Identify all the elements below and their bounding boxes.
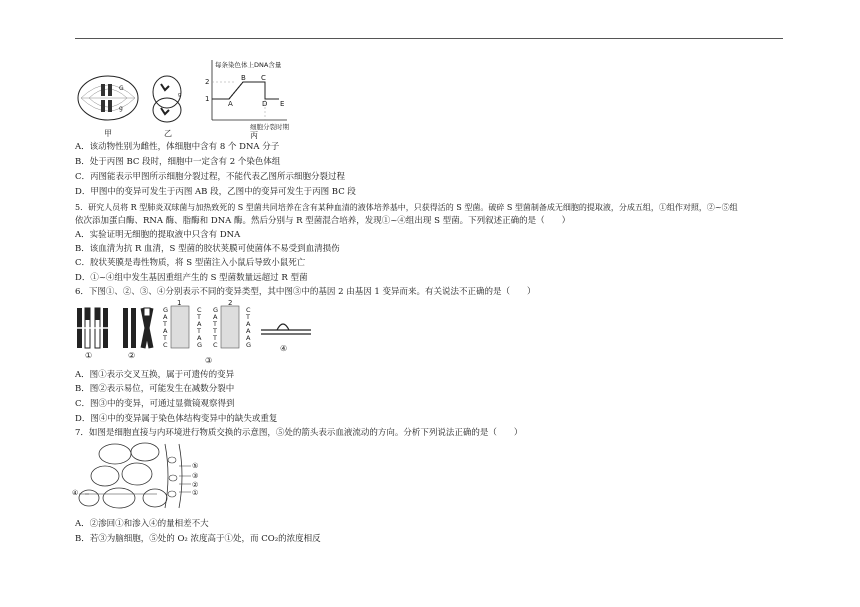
figure-variation-types <box>75 300 315 364</box>
q5-option-b: B．该血清为抗 R 血清，S 型菌的胶状荚膜可使菌体不易受到血清损伤 <box>75 244 340 254</box>
seq1-right <box>197 307 202 349</box>
figure-tissue-exchange <box>75 440 205 512</box>
seq1-right-base: T <box>197 327 201 335</box>
q6-option-d: D．图④中的变异属于染色体结构变异中的缺失或重复 <box>75 414 278 424</box>
q4-option-b: B．处于丙图 BC 段时，细胞中一定含有 2 个染色体组 <box>75 157 281 167</box>
q7-option-a: A．②渗回①和渗入④的量相差不大 <box>75 519 209 529</box>
chromosome-pair-1 <box>75 308 110 348</box>
q4-option-d: D．甲图中的变异可发生于丙图 AB 段，乙图中的变异可发生于丙图 BC 段 <box>75 187 356 197</box>
seq2-right-base: A <box>246 320 251 328</box>
seq1-right-base: G <box>197 341 203 349</box>
seq2-right-base: G <box>246 341 252 349</box>
fig3-label-5: ⑤ <box>192 462 199 470</box>
q6-option-b: B．图②表示易位，可能发生在减数分裂中 <box>75 384 235 394</box>
q4-option-c: C．丙图能表示甲图所示细胞分裂过程，不能代表乙图所示细胞分裂过程 <box>75 172 346 182</box>
fig3-label-3: ③ <box>192 472 199 480</box>
fig2-label-4: ④ <box>280 344 288 353</box>
q6-stem: 6．下图①、②、③、④分别表示不同的变异类型，其中图③中的基因 2 由基因 1 变异而来。有关说法不正确的是（ ） <box>75 287 536 297</box>
svg-text:g: g <box>178 92 182 98</box>
cell-jia <box>78 76 138 120</box>
q4-option-a: A．该动物性别为雌性，体细胞中含有 8 个 DNA 分子 <box>75 142 280 152</box>
graph-point-c: C <box>261 74 266 82</box>
q5-stem-line2: 依次添加蛋白酶、RNA 酶、脂酶和 DNA 酶。然后分别与 R 型菌混合培养，发现①~④组出现 S 型菌。下列叙述正确的是（ ） <box>75 216 571 226</box>
seq2-right-base: A <box>246 327 251 335</box>
seq1-left-base: C <box>163 341 168 349</box>
seq2-right-base: C <box>246 306 251 314</box>
header-rule <box>75 38 783 39</box>
seq1-left-base: A <box>163 327 168 335</box>
graph-point-b: B <box>241 74 246 82</box>
seq1-left-base: T <box>163 320 167 328</box>
seq2-left-base: T <box>213 334 217 342</box>
graph-point-e: E <box>280 100 285 108</box>
q7-option-b: B．若③为脑细胞，⑤处的 O₂ 浓度高于①处，而 CO₂的浓度相反 <box>75 534 321 544</box>
label-bing: 丙 <box>250 131 258 140</box>
graph-y-axis-label: 每条染色体上DNA含量 <box>215 61 282 69</box>
q5-option-a: A．实验证明无细胞的提取液中只含有 DNA <box>75 230 241 240</box>
graph-tick-2: 2 <box>205 78 210 86</box>
svg-text:G: G <box>119 85 124 92</box>
fig2-label-1: ① <box>85 351 93 360</box>
seq2-left-base: A <box>213 313 218 321</box>
fig2-label-3: ③ <box>205 356 213 365</box>
q5-stem-line1: 5．研究人员将 R 型肺炎双球菌与加热致死的 S 型菌共同培养在含有某种血清的液体培养基中，只获得活的 S 型菌。破碎 S 型菌制备成无细胞的提取液，分成五组，①组作对照，②~⑤组 <box>75 203 738 212</box>
seq1-right-base: C <box>197 306 202 314</box>
gene-label-1: 1 <box>177 299 182 307</box>
fig3-label-2: ② <box>192 481 199 489</box>
graph-x-axis-label: 细胞分裂时期 <box>250 123 289 131</box>
gene-label-2: 2 <box>228 299 233 307</box>
seq2-left-base: G <box>213 306 219 314</box>
seq1-left-base: T <box>163 334 167 342</box>
dna-sequences <box>171 306 239 348</box>
graph-point-a: A <box>228 100 233 108</box>
seq2-left-base: T <box>213 327 217 335</box>
graph-point-d: D <box>262 100 268 108</box>
chromosome-loop <box>261 324 311 334</box>
seq2-right-base: T <box>246 313 250 321</box>
seq1-left-base: G <box>163 306 169 314</box>
seq1-right-base: T <box>197 313 201 321</box>
seq1-left <box>163 307 168 349</box>
seq2-left-base: T <box>213 320 217 328</box>
label-yi: 乙 <box>164 129 172 138</box>
svg-text:g: g <box>119 105 123 112</box>
q5-option-c: C．胶状荚膜是毒性物质，将 S 型菌注入小鼠后导致小鼠死亡 <box>75 258 306 268</box>
seq1-right-base: A <box>197 320 202 328</box>
q5-option-d: D．①~④组中发生基因重组产生的 S 型菌数量远超过 R 型菌 <box>75 273 308 283</box>
seq2-right <box>246 307 251 349</box>
chromosome-pair-2 <box>123 308 151 348</box>
seq2-left-base: C <box>213 341 218 349</box>
fig3-label-1: ① <box>192 489 199 497</box>
graph-bing <box>212 60 287 120</box>
fig2-label-2: ② <box>128 351 136 360</box>
cell-yi <box>153 76 182 122</box>
graph-tick-1: 1 <box>205 95 210 103</box>
q6-option-c: C．图③中的变异，可通过显微镜观察得到 <box>75 399 235 409</box>
seq2-right-base: A <box>246 334 251 342</box>
q7-stem: 7．如图是细胞直接与内环境进行物质交换的示意图，⑤处的箭头表示血液流动的方向。分析下列说法正确的是（ ） <box>75 428 523 438</box>
label-jia: 甲 <box>104 129 112 138</box>
seq1-right-base: A <box>197 334 202 342</box>
seq2-left <box>213 307 218 349</box>
seq1-left-base: A <box>163 313 168 321</box>
fig3-label-4: ④ <box>72 489 79 497</box>
q6-option-a: A．图①表示交叉互换，属于可遗传的变异 <box>75 370 235 380</box>
